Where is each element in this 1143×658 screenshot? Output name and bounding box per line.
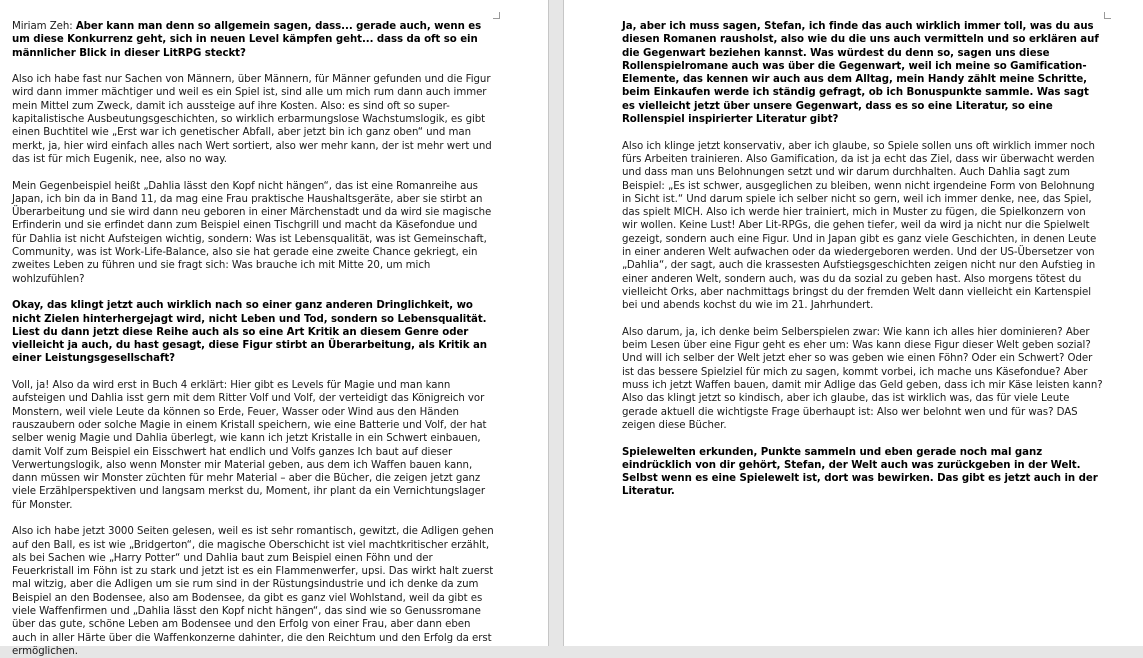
paragraph-answer-1: Also ich habe fast nur Sachen von Männern, über Männern, für Männer gefunden und die Figur wird dann immer mächtiger und weil es ein Spiel ist, sind alle um mich rum dann auch immer mein Mittel zum Zweck, damit ich aussteige auf ihre Kosten. Also: es sind oft so super-kapitalistische Ausbeutungsgeschichten, so wirklich erbarmungslose Wachstumslogik, es gibt einen Buchtitel wie „Erst war ich genetischer Abfall, aber jetzt bin ich ganz oben“ und man merkt, ja, hier wird einfach alles nach Wert sortiert, also wer mehr kann, der ist mehr wert und das ist für mich Eugenik, nee, also no way.	[12, 74, 492, 165]
page-corner-marker	[1104, 12, 1111, 19]
document-page-right	[563, 0, 1143, 646]
page-separator	[549, 0, 563, 646]
paragraph-answer-2: Mein Gegenbeispiel heißt „Dahlia lässt den Kopf nicht hängen“, das ist eine Romanreihe aus Japan, ich bin da in Band 11, da mag eine Frau praktische Haushaltsgeräte, aber sie stirbt an Überarbeitung und sie wird dann neu geboren in einer Märchenstadt und da wird sie magische Erfinderin und sie erfindet dann zum Beispiel einen Tischgrill und macht da Käsefondue und für Dahlia ist nicht Aufsteigen wichtig, sondern: Was ist Lebensqualität, was ist Gemeinschaft, Community, was ist Work-Life-Balance, also sie hat gerade eine zweite Chance gekriegt, ein zweites Leben zu führen und sie fragt sich: Was brauche ich mit Mitte 20, um mich wohlzufühlen?	[12, 180, 492, 285]
text-column-right	[622, 20, 1104, 499]
paragraph-question-4: Spielewelten erkunden, Punkte sammeln und eben gerade noch mal ganz eindrücklich von dir gehört, Stefan, der Welt auch was zurückgeben in der Welt. Selbst wenn es eine Spielewelt ist, dort was bewirken. Das gibt es jetzt auch in der Literatur.	[622, 446, 1098, 498]
paragraph-answer-4: Also ich habe jetzt 3000 Seiten gelesen, weil es ist sehr romantisch, gewitzt, die Adligen gehen auf den Ball, es ist wie „Bridgerton“, die magische Oberschicht ist viel machtkritischer erzählt, als bei Sachen wie „Harry Potter“ und Dahlia baut zum Beispiel einen Föhn und der Feuerkristall im Föhn ist zu stark und jetzt ist es ein Flammenwerfer, upsi. Das wirkt halt zuerst mal witzig, aber die Adligen um sie rum sind in der Rüstungsindustrie und ich denke da zum Beispiel an den Bodensee, also am Bodensee, da gibt es ganz viel Wohlstand, weil da gibt es viele Waffenfirmen und „Dahlia lässt den Kopf nicht hängen“, das sind wie so Genussromane über das gute, schöne Leben am Bodensee und den Erfolg von einer Frau, aber dann eben auch in aller Härte über die Waffenkonzerne dahinter, die den Reichtum und den Erfolg da erst ermöglichen.	[12, 526, 494, 657]
page-corner-marker	[493, 12, 500, 19]
paragraph-answer-5: Also ich klinge jetzt konservativ, aber ich glaube, so Spiele sollen uns oft wirklich immer noch fürs Arbeiten trainieren. Also Gamification, da ist ja echt das Ziel, dass wir überwacht werden und dass man uns Belohnungen setzt und wir darum durchhalten. Auch Dahlia sagt zum Beispiel: „Es ist schwer, ausgeglichen zu bleiben, wenn nicht irgendeine Form von Belohnung in Sicht ist.“ Und darum spiele ich selber nicht so gern, weil ich immer denke, nee, das Spiel, das spielt MICH. Also ich werde hier trainiert, mich in Muster zu fügen, die Spielkonzern von wir wollen. Keine Lust! Aber Lit-RPGs, die gehen tiefer, weil da wird ja nicht nur die Spielwelt gezeigt, sondern auch eine Figur. Und in Japan gibt es ganz viele Geschichten, in denen Leute in einer anderen Welt aufwachen oder da wiedergeboren werden. Und der US-Übersetzer von „Dahlia“, der sagt, auch die krassesten Aufstiegsgeschichten zeigen nicht nur den Aufstieg in einer anderen Welt, sondern auch, was du da sozial zu geben hast. Also morgens tötest du vielleicht Orks, aber nachmittags bringst du der fremden Welt dann vielleicht ein Kartenspiel bei und abends kochst du wie im 21. Jahrhundert.	[622, 140, 1097, 312]
paragraph-question-1	[12, 20, 494, 60]
paragraph-answer-3: Voll, ja! Also da wird erst in Buch 4 erklärt: Hier gibt es Levels für Magie und man kann aufsteigen und Dahlia isst gern mit dem Ritter Volf und Volf, der verteidigt das Königreich vor Monstern, weil viele Leute da können so Erde, Feuer, Wasser oder Wind aus den Händen rauszaubern oder solche Magie in einem Kristall speichern, wie eine Batterie und Volf, der hat selber wenig Magie und Dahlia überlegt, wie kann ich jetzt Kristalle in ein Schwert einbauen, damit Volf zum Beispiel ein Eisschwert hat endlich und Volfs ganzes Ich baut auf dieser Verwertungslogik, also wenn Monster mir Material geben, aus dem ich Waffen bauen kann, dann müssen wir Monster züchten für mehr Material – aber die Bücher, die zeigen jetzt ganz viele Erzählperspektiven und langsam merkst du, Moment, ihr plant da ein Vernichtungslager für Monster.	[12, 380, 487, 511]
paragraph-question-2: Okay, das klingt jetzt auch wirklich nach so einer ganz anderen Dringlichkeit, wo nicht Zielen hinterhergejagt wird, nicht Leben und Tod, sondern so Lebensqualität. Liest du dann jetzt diese Reihe auch als so eine Art Kritik an diesem Genre oder vielleicht ja auch, du hast gesagt, diese Figur stirbt an Überarbeitung, als Kritik an einer Leistungsgesellschaft?	[12, 300, 487, 365]
document-page-left	[0, 0, 549, 657]
speaker-name: Miriam Zeh:	[12, 21, 73, 32]
paragraph-question-3: Ja, aber ich muss sagen, Stefan, ich finde das auch wirklich immer toll, was du aus diesen Romanen rausholst, also wie du die uns auch vermitteln und so erklären auf die Gegenwart beziehen kannst. Was würdest du denn so, sagen uns diese Rollenspielromane auch was über die Gegenwart, weil ich meine so Gamification-Elemente, das kennen wir auch aus dem Alltag, mein Handy zählt meine Schritte, beim Einkaufen werde ich ständig gefragt, ob ich Bonuspunkte sammle. Was sagt es vielleicht jetzt über unsere Gegenwart, dass es so eine Literatur, so eine Rollenspiel inspirierter Literatur gibt?	[622, 21, 1099, 126]
paragraph-answer-6: Also darum, ja, ich denke beim Selberspielen zwar: Wie kann ich alles hier dominieren? Aber beim Lesen über eine Figur geht es eher um: Was kann diese Figur dieser Welt geben sozial? Und will ich selber der Welt jetzt eher so was geben wie einen Föhn? Oder ein Schwert? Oder ist das bessere Spielziel für mich zu sagen, kommt vorbei, ich mache uns Käsefondue? Aber muss ich jetzt Waffen bauen, damit mir Adlige das Geld geben, dass ich mir Käse leisten kann? Also das klingt jetzt so kindisch, aber ich glaube, das ist wirklich was, das für viele Leute gerade aktuell die wichtigste Frage überhaupt ist: Also wer belohnt wen und für was? DAS zeigen diese Bücher.	[622, 326, 1103, 431]
question-text: Aber kann man denn so allgemein sagen, dass... gerade auch, wenn es um diese Konkurrenz geht, sich in neuen Level kämpfen geht... dass da oft so ein männlicher Blick in dieser LitRPG steckt?	[12, 21, 482, 59]
text-column-left	[12, 20, 494, 658]
